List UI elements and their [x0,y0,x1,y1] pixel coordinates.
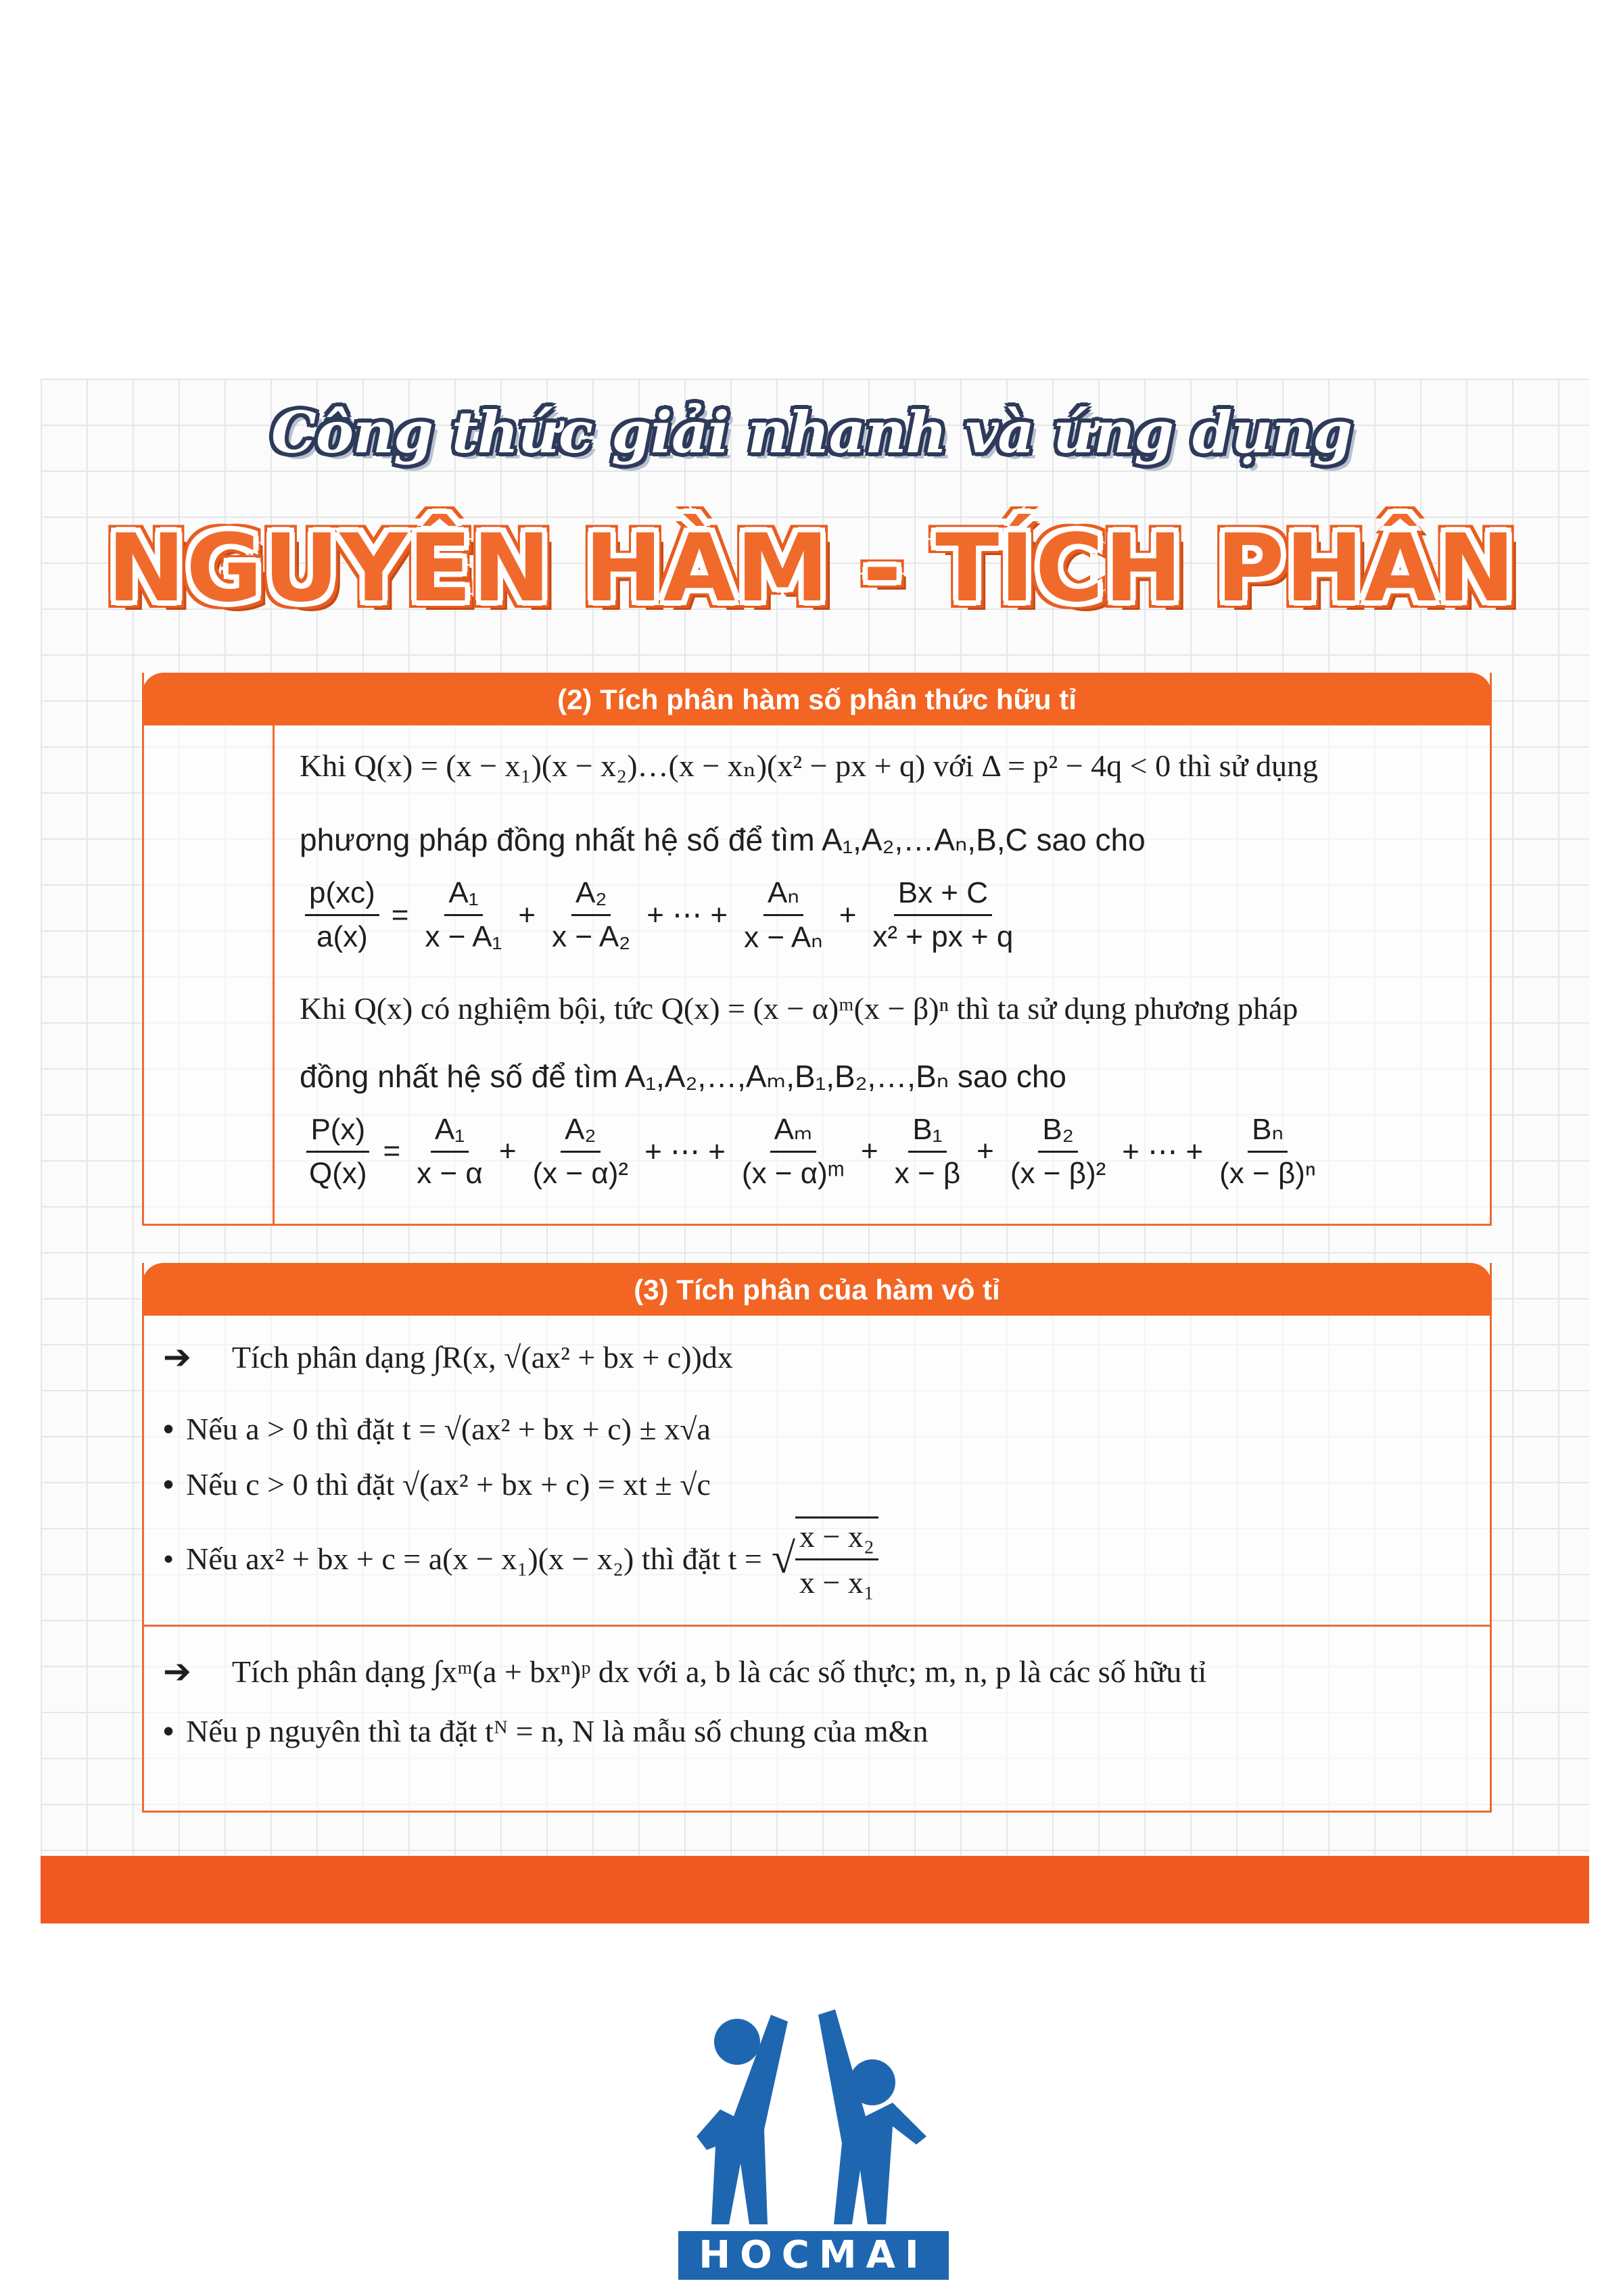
formula-2-term: $\frac{\text{A₁}}{x - \alpha}$ [417,1112,483,1190]
formula-1-ellipsis: + ⋯ + [646,899,728,932]
formula-1-term: $\frac{\text{A₂}}{\text{x − A₂}}$ [552,876,631,953]
bullet-text: Nếu p nguyên thì ta đặt tᴺ = n, N là mẫu số chung của m&n [186,1714,928,1748]
sqrt-fraction: $\frac{\text{x − x₂}}{\text{x − x₁}}$ [795,1516,878,1600]
bullet-icon: • [163,1466,174,1502]
arrow-icon: ➔ [163,1338,191,1376]
section-2-margin-line [273,725,275,1224]
integral-form-2-item [163,1652,1206,1691]
bullet-item [163,1466,711,1502]
section-2-paragraph-1: Khi Q(x) = (x − x₁)(x − x₂)…(x − xₙ)(x² − px + q) với Δ = p² − 4q < 0 thì sử dụng [300,748,1318,783]
formula-1-term: $\frac{\text{A₁}}{\text{x − A₁}}$ [425,876,502,953]
formula-2-term: $\frac{\text{B₁}}{x - \beta}$ [894,1112,961,1190]
section-3-panel [142,1263,1492,1813]
section-2-panel [142,673,1492,1226]
sqrt-icon: √ [771,1534,795,1582]
bullet-icon: • [163,1541,174,1576]
formula-2-term: $\frac{\text{Bₙ}}{\text{(x − β)ⁿ}}$ [1219,1113,1316,1190]
bullet-text: Nếu c > 0 thì đặt √(ax² + bx + c) = xt ± √c [186,1467,711,1502]
formula-2-ellipsis: + ⋯ + [1122,1134,1204,1168]
section-2-paragraph-2: phương pháp đồng nhất hệ số để tìm A₁,A₂,…Aₙ,B,C sao cho [300,822,1146,857]
bullet-text: Nếu a > 0 thì đặt t = √(ax² + bx + c) ± x√a [186,1412,711,1446]
section-3-divider [144,1625,1490,1627]
arrow-icon: ➔ [163,1652,191,1690]
formula-2-term: $\frac{\text{Aₘ}}{\text{(x − α)ᵐ}}$ [741,1113,845,1190]
formula-2-term: $\frac{\text{A₂}}{\text{(x − α)²}}$ [532,1112,629,1190]
bullet-item [163,1410,711,1447]
main-title: NGUYÊN HÀM - TÍCH PHÂN [107,514,1516,623]
formula-2: $\frac{P(x)}{Q(x)}$ = $\frac{\text{A₁}}{x - \alpha}$ + $\frac{\text{A₂}}{\text{(x − α)²}}$ + ⋯ + $\frac{\text{Aₘ}}{\text{(x − α)ᵐ}}$ + $\frac{\text{B₁}}{x - \beta}$ + $\frac{\text{B₂}}{\text{(x − β)²}}$ + ⋯ + $\frac{\text{Bₙ}}{\text{(x − β)ⁿ}}$ [300,1112,1325,1191]
formula-1: $\frac{p(xc)}{a(x)}$ = $\frac{\text{A₁}}{\text{x − A₁}}$ + $\frac{\text{A₂}}{\text{x − A₂}}$ + ⋯ + $\frac{\text{Aₙ}}{\text{x − Aₙ}}$ + $\frac{Bx + C}{\text{x² + px + q}}$ [300,876,1022,955]
integral-form-1-item [163,1337,733,1377]
bullet-item [163,1516,884,1600]
formula-2-term: $\frac{\text{B₂}}{\text{(x − β)²}}$ [1010,1112,1106,1190]
subtitle-heading: Công thức giải nhanh và ứng dụng [271,399,1352,466]
bullet-icon: • [163,1411,174,1446]
formula-1-term: $\frac{Bx + C}{\text{x² + px + q}}$ [872,876,1014,953]
formula-2-ellipsis: + ⋯ + [644,1134,726,1168]
footer-bar [41,1856,1589,1923]
bullet-text: Nếu ax² + bx + c = a(x − x₁)(x − x₂) thì đặt t = [186,1541,762,1576]
section-2-paragraph-3: Khi Q(x) có nghiệm bội, tức Q(x) = (x − α)ᵐ(x − β)ⁿ thì ta sử dụng phương pháp [300,991,1298,1026]
section-3-title: (3) Tích phân của hàm vô tỉ [142,1263,1492,1316]
hocmai-logo-text: HOCMAI [678,2231,949,2280]
section-2-paragraph-4: đồng nhất hệ số để tìm A₁,A₂,…,Aₘ,B₁,B₂,…,Bₙ sao cho [300,1059,1066,1094]
integral-form-2: Tích phân dạng ∫xᵐ(a + bxⁿ)ᵖ dx với a, b là các số thực; m, n, p là các số hữu tỉ [231,1654,1207,1689]
section-2-title: (2) Tích phân hàm số phân thức hữu tỉ [142,673,1492,725]
formula-1-lhs: $\frac{p(xc)}{a(x)}$ [305,876,379,954]
formula-1-term: $\frac{\text{Aₙ}}{\text{x − Aₙ}}$ [744,876,823,954]
integral-form-1: Tích phân dạng ∫R(x, √(ax² + bx + c))dx [231,1339,733,1374]
bullet-icon: • [163,1713,174,1748]
formula-2-lhs: $\frac{P(x)}{Q(x)}$ [305,1113,371,1191]
bullet-item [163,1713,928,1749]
